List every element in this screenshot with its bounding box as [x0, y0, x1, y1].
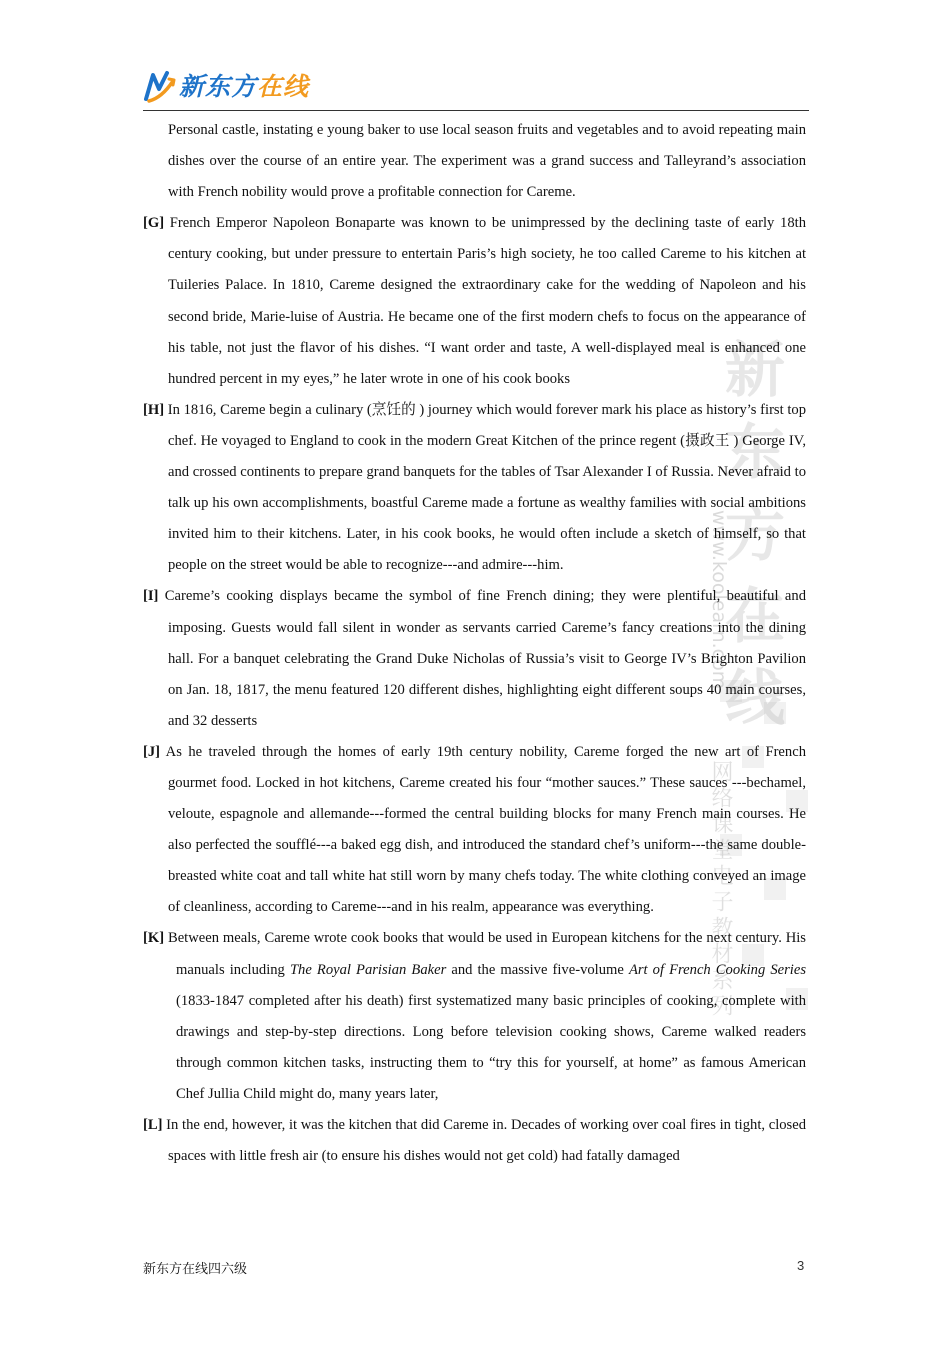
paragraph-text: As he traveled through the homes of early 19th century nobility, Careme forged the new art of French gourmet food. Locked in hot kitchens, Careme created his four “mother sauces.” These sauces ---bechamel, veloute, espagnole and allemande---formed the central building blocks for many French main courses. He also perfected the soufflé---a baked egg dish, and introduced the standard chef’s uniform---the same double-breasted white coat and tall white hat still worn by many chefs today. The white clothing conveyed an image of cleanliness, according to Careme---and in his realm, appearance was everything.	[160, 743, 806, 916]
paragraph-label: [H]	[143, 401, 165, 418]
paragraph-text: In the end, however, it was the kitchen that did Careme in. Decades of working over coal fires in tight, closed spaces with little fresh air (to ensure his dishes would not get cold) had fatally damaged	[162, 1117, 806, 1165]
brand-logo[interactable]	[143, 64, 309, 110]
paragraph-text: In 1816, Careme begin a culinary (烹饪的 ) journey which would forever mark his place as history’s first top chef. He voyaged to England to cook in the modern Great Kitchen of the prince regent (摄政王 ) George IV, and crossed continents to prepare grand banquets for the tables of Tsar Alexander I of Russia. Never afraid to talk up his own accomplishments, boastful Careme made a fortune as wealthy families with social ambitions invited him to their kitchens. Later, in his cook books, he would often include a sketch of himself, so that people on the street would be able to recognize---and admire---him.	[164, 401, 806, 574]
paragraph-i	[143, 581, 806, 736]
paragraph-text: Between meals, Careme wrote cook books that would be used in European kitchens for the next century. His manuals including	[164, 930, 806, 978]
paragraph-text: Careme’s cooking displays became the symbol of fine French dining; they were plentiful, beautiful and imposing. Guests would fall silent in wonder as servants carried Careme’s fancy creations into the dining hall. For a banquet celebrating the Grand Duke Nicholas of Russia’s visit to George IV’s Brighton Pavilion on Jan. 18, 1817, the menu featured 120 different dishes, highlighting eight different soups 40 main courses, and 32 desserts	[158, 588, 806, 729]
paragraph-label: [J]	[143, 743, 161, 760]
paragraph-h	[143, 395, 806, 582]
paragraph-label: [L]	[143, 1117, 163, 1133]
watermark-url: www.koolearn.com	[708, 510, 730, 690]
article-body	[143, 115, 806, 1172]
paragraph-label: [I]	[143, 588, 159, 605]
paragraph-k	[143, 923, 806, 1110]
new-oriental-logo-icon	[143, 69, 177, 105]
brand-name-part1: 新东方	[179, 72, 258, 101]
page-number: 3	[797, 1258, 805, 1273]
page-header	[143, 64, 809, 110]
brand-name	[179, 72, 309, 102]
paragraph-label: [G]	[143, 215, 165, 232]
paragraph-label: [K]	[143, 930, 165, 947]
header-divider	[143, 110, 809, 111]
paragraph-text: (1833-1847 completed after his death) first systematized many basic principles of cooking, complete with drawings and step-by-step directions. Long before television cooking shows, Careme walked readers through common kitchen tasks, instructing them to “try this for yourself, at home” as famous American Chef Jullia Child might do, many years later,	[176, 992, 806, 1102]
paragraph-text: French Emperor Napoleon Bonaparte was known to be unimpressed by the declining taste of early 18th century cooking, but under pressure to entertain Paris’s high society, he too called Careme to his kitchen at Tuileries Palace. In 1810, Careme designed the extraordinary cake for the wedding of Napoleon and his second bride, Marie-luise of Austria. He became one of the first modern chefs to focus on the appearance of his table, not just the flavor of his dishes. “I want order and taste, A well-displayed meal is enhanced one hundred percent in my eyes,” he later wrote in one of his cook books	[164, 215, 806, 387]
paragraph-l	[143, 1110, 806, 1172]
paragraph-f-continued: Personal castle, instating e young baker to use local season fruits and vegetables and to avoid repeating main dishes over the course of an entire year. The experiment was a grand success and Talleyrand’s association with French nobility would prove a profitable connection for Careme.	[168, 122, 806, 201]
paragraph-g	[143, 208, 806, 395]
brand-name-part2: 在线	[257, 72, 310, 101]
paragraph-text: and the massive five-volume	[446, 961, 629, 978]
watermark-series-text: 网络课堂电子教材系列	[708, 760, 733, 1020]
book-title: Art of French Cooking Series	[628, 961, 807, 978]
paragraph-j	[143, 737, 806, 924]
watermark-brand-text: 新东方在线	[725, 336, 785, 734]
book-title: The Royal Parisian Baker	[289, 961, 447, 978]
footer-brand: 新东方在线四六级	[143, 1262, 248, 1277]
